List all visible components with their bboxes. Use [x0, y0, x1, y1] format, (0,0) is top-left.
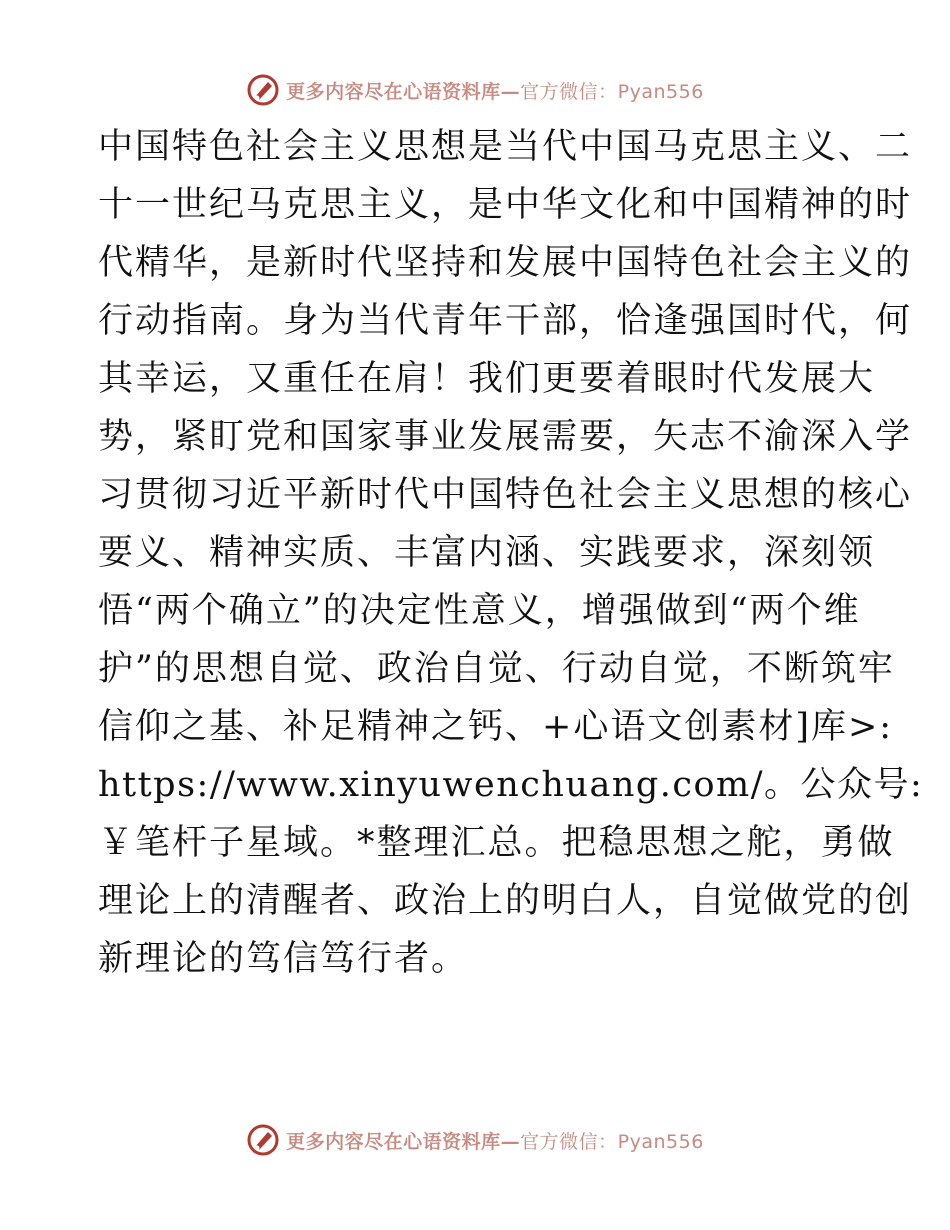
- footer-banner-contact: 官方微信：Pyan556: [520, 1130, 704, 1153]
- header-banner-contact: 官方微信：Pyan556: [520, 80, 704, 103]
- footer-banner-text: [286, 1127, 704, 1154]
- body-line: 行动指南。身为当代青年干部，恰逢强国时代，何: [98, 301, 913, 341]
- body-line: 信仰之基、补足精神之钙、+心语文创素材]库>:: [98, 707, 894, 747]
- document-body: [98, 118, 924, 988]
- body-line: 悟“两个确立”的决定性意义，增强做到“两个维: [98, 591, 861, 631]
- body-line: 中国特色社会主义思想是当代中国马克思主义、二: [98, 127, 913, 167]
- body-line-url: https://www.xinyuwenchuang.com/。公众号:: [98, 765, 924, 805]
- pen-logo-icon: [246, 73, 280, 107]
- header-banner-text: [286, 77, 704, 104]
- body-line: 习贯彻习近平新时代中国特色社会主义思想的核心: [98, 475, 913, 515]
- body-line: 代精华，是新时代坚持和发展中国特色社会主义的: [98, 243, 913, 283]
- body-line: ￥笔杆子星域。*整理汇总。把稳思想之舵，勇做: [98, 823, 895, 863]
- body-line: 其幸运，又重任在肩！我们更要着眼时代发展大: [98, 359, 876, 399]
- pen-logo-icon: [246, 1123, 280, 1157]
- footer-watermark-banner: [0, 1120, 950, 1160]
- body-line: 新理论的笃信笃行者。: [98, 939, 469, 979]
- header-banner-main: 更多内容尽在心语资料库—: [286, 80, 521, 103]
- body-line: 十一世纪马克思主义，是中华文化和中国精神的时: [98, 185, 913, 225]
- body-line: 要义、精神实质、丰富内涵、实践要求，深刻领: [98, 533, 876, 573]
- footer-banner-main: 更多内容尽在心语资料库—: [286, 1130, 521, 1153]
- header-watermark-banner: [0, 70, 950, 110]
- body-line: 护”的思想自觉、政治自觉、行动自觉，不断筑牢: [98, 649, 895, 689]
- body-line: 理论上的清醒者、政治上的明白人，自觉做党的创: [98, 881, 913, 921]
- body-line: 势，紧盯党和国家事业发展需要，矢志不渝深入学: [98, 417, 913, 457]
